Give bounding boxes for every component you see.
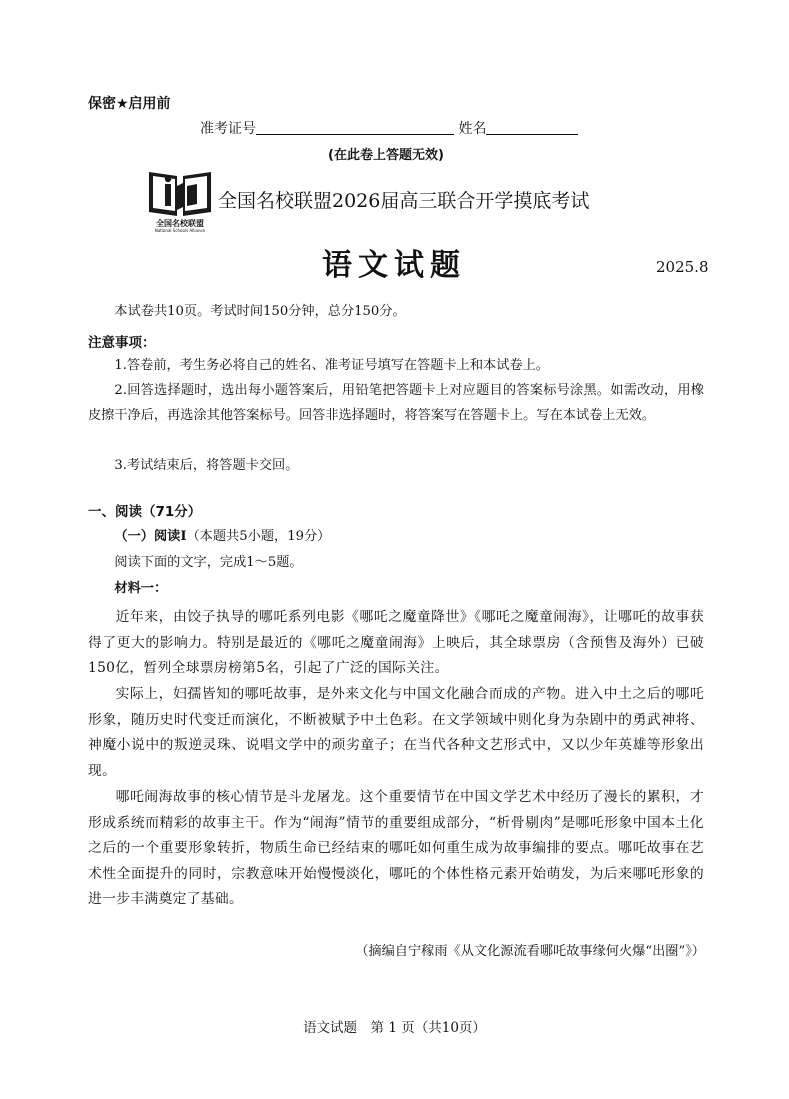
invalid-note: (在此卷上答题无效) — [328, 148, 444, 163]
intro-text: 本试卷共10页。考试时间150分钟，总分150分。 — [114, 304, 406, 319]
exam-id-blank — [256, 120, 454, 135]
book-logo-icon — [141, 166, 219, 218]
logo-text: 全国名校联盟 — [156, 219, 204, 228]
exam-date: 2025.8 — [656, 258, 709, 276]
section-title: 一、阅读（71分） — [88, 504, 202, 520]
logo-subtext: National Schools Alliance — [154, 228, 206, 233]
subsection-title — [88, 524, 704, 549]
material-paragraph-3: 哪吒闹海故事的核心情节是斗龙屠龙。这个重要情节在中国文学艺术中经历了漫长的累积，才形成系统而精彩的故事主干。作为“闹海”情节的重要组成部分，“析骨剔肉”是哪吒形象中国本土化之后的一个重要形象转折，物质生命已经结束的哪吒如何重生成为故事编排的要点。哪吒故事在艺术性全面提升的同时，宗教意味开始慢慢淡化，哪吒的个体性格元素开始萌发，为后来哪吒形象的进一步丰满奠定了基础。 — [88, 789, 704, 907]
subject-title: 语文试题 — [322, 248, 466, 283]
name-label: 姓名 — [458, 121, 487, 137]
confidential-mark: 保密★启用前 — [88, 96, 171, 112]
candidate-info-line — [200, 118, 578, 138]
notes-title: 注意事项： — [88, 335, 156, 351]
material-paragraph-1: 近年来，由饺子执导的哪吒系列电影《哪吒之魔童降世》《哪吒之魔童闹海》，让哪吒的故事获得了更大的影响力。特别是最近的《哪吒之魔童闹海》上映后，其全球票房（含预售及海外）已破150亿，暂列全球票房榜第5名，引起了广泛的国际关注。 — [88, 609, 704, 676]
exam-id-label: 准考证号 — [200, 121, 256, 137]
subsection-info: （本题共5小题，19分） — [186, 529, 331, 544]
note-item-3: 3.考试结束后，将答题卡交回。 — [114, 458, 299, 473]
note-item-2: 2.回答选择题时，选出每小题答案后，用铅笔把答题卡上对应题目的答案标号涂黑。如需改动，用橡皮擦干净后，再选涂其他答案标号。回答非选择题时，将答案写在答题卡上。写在本试卷上无效。 — [88, 383, 704, 423]
name-blank — [486, 120, 578, 135]
page-footer: 语文试题 第 1 页（共10页） — [303, 1020, 486, 1036]
instruction-text: 阅读下面的文字，完成1～5题。 — [114, 555, 303, 570]
material-paragraph-2: 实际上，妇孺皆知的哪吒故事，是外来文化与中国文化融合而成的产物。进入中土之后的哪吒形象，随历史时代变迁而演化，不断被赋予中土色彩。在文学领域中则化身为杂剧中的勇武神将、神魔小说中的叛逆灵珠、说唱文学中的顽劣童子；在当代各种文艺形式中，又以少年英雄等形象出现。 — [88, 686, 704, 779]
source-citation: （摘编自宁稼雨《从文化源流看哪吒故事缘何火爆“出圈”》） — [355, 944, 705, 959]
material-label: 材料一： — [114, 581, 168, 596]
note-item-1: 1.答卷前，考生务必将自己的姓名、准考证号填写在答题卡上和本试卷上。 — [114, 358, 549, 373]
exam-title: 全国名校联盟2026届高三联合开学摸底考试 — [218, 190, 590, 212]
subsection-name: （一）阅读Ⅰ — [114, 529, 187, 544]
